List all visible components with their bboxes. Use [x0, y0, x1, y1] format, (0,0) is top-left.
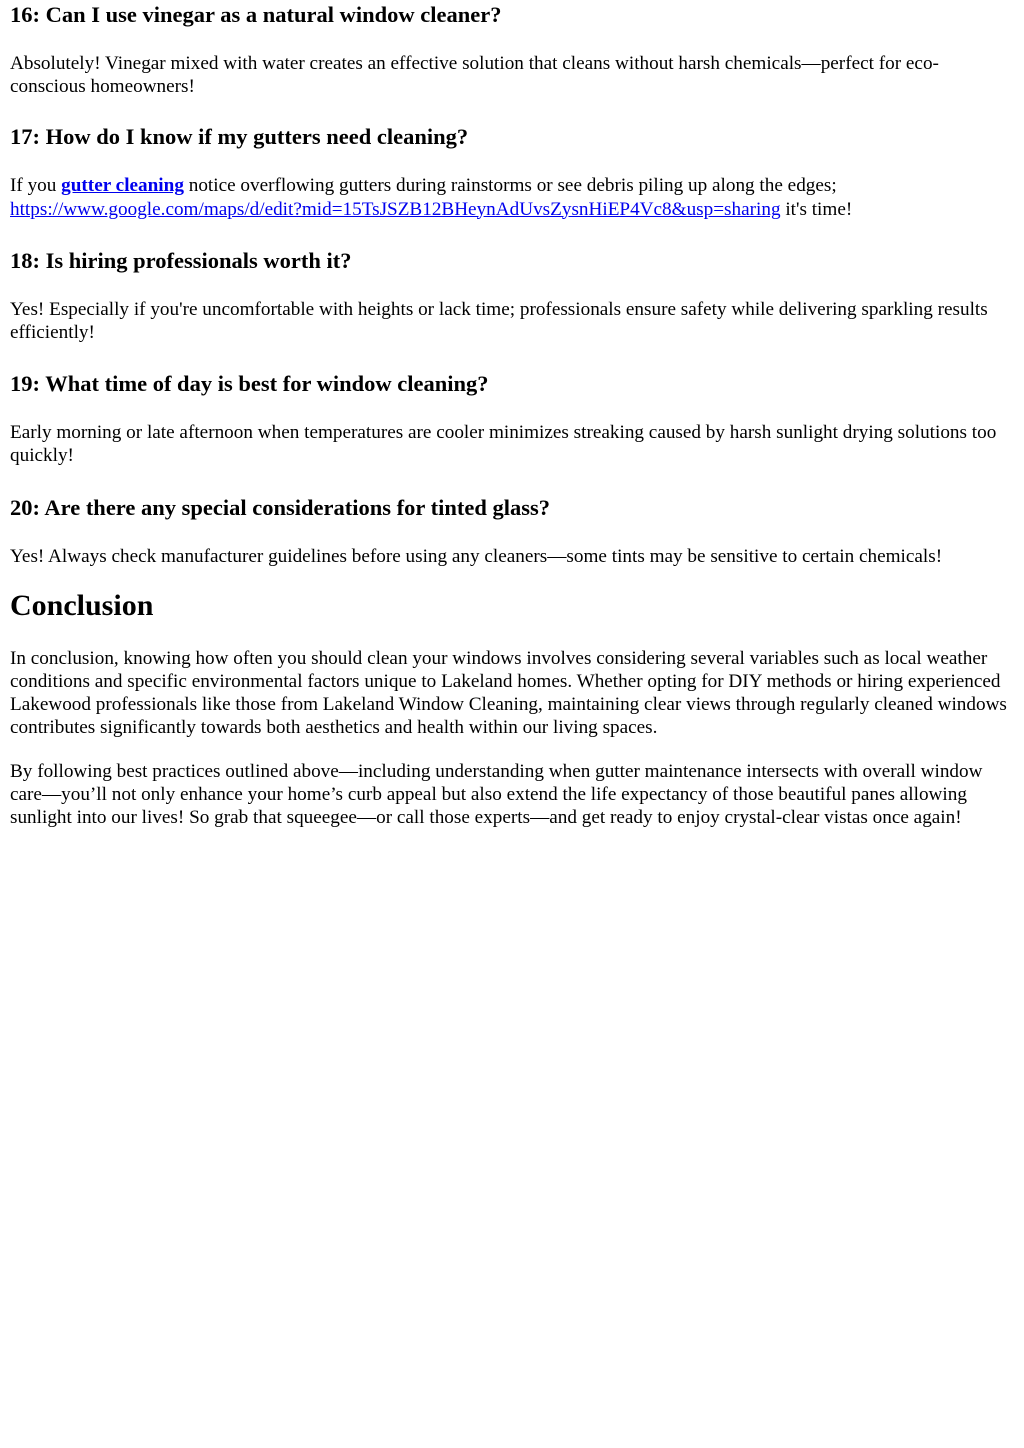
faq-answer-18: Yes! Especially if you're uncomfortable with heights or lack time; professionals ensure safety while delivering sparkling results efficiently! [10, 298, 988, 344]
faq-answer-17-suffix: it's time! [780, 198, 853, 220]
faq-answer-17-middle: notice overflowing gutters during rainstorms or see debris piling up along the edges; [183, 175, 837, 197]
faq-question-18: 18: Is hiring professionals worth it? [10, 247, 352, 273]
faq-question-19: 19: What time of day is best for window cleaning? [10, 371, 489, 397]
faq-question-17: 17: How do I know if my gutters need cleaning? [10, 124, 469, 150]
gutter-cleaning-link[interactable]: gutter cleaning [61, 175, 184, 197]
conclusion-heading: Conclusion [10, 588, 154, 622]
faq-answer-16: Absolutely! Vinegar mixed with water creates an effective solution that cleans without harsh chemicals—perfect for eco-conscious homeowners! [10, 53, 939, 98]
google-maps-link[interactable]: https://www.google.com/maps/d/edit?mid=15TsJSZB12BHeynAdUvsZysnHiEP4Vc8&usp=sharing [10, 198, 781, 220]
conclusion-paragraph-1: In conclusion, knowing how often you should clean your windows involves considering several variables such as local weather conditions and specific environmental factors unique to Lakeland homes. Whether opting for DIY methods or hiring experienced Lakewood professionals like those from Lakeland Window Cleaning, maintaining clear views through regularly cleaned windows contributes significantly towards both aesthetics and health within our living spaces. [10, 647, 1007, 739]
conclusion-paragraph-2: By following best practices outlined above—including understanding when gutter maintenance intersects with overall window care—you’ll not only enhance your home’s curb appeal but also extend the life expectancy of those beautiful panes allowing sunlight into our lives! So grab that squeegee—or call those experts—and get ready to enjoy crystal-clear vistas once again! [10, 760, 983, 829]
faq-question-16: 16: Can I use vinegar as a natural window cleaner? [10, 2, 502, 27]
faq-answer-19: Early morning or late afternoon when temperatures are cooler minimizes streaking caused by harsh sunlight drying solutions too quickly! [10, 422, 997, 467]
faq-question-20: 20: Are there any special considerations for tinted glass? [10, 494, 550, 520]
faq-answer-20: Yes! Always check manufacturer guidelines before using any cleaners—some tints may be sensitive to certain chemicals! [10, 545, 943, 567]
faq-answer-17 [10, 174, 1014, 220]
faq-answer-17-prefix: If you [10, 175, 62, 197]
article-body [0, 2, 1024, 829]
